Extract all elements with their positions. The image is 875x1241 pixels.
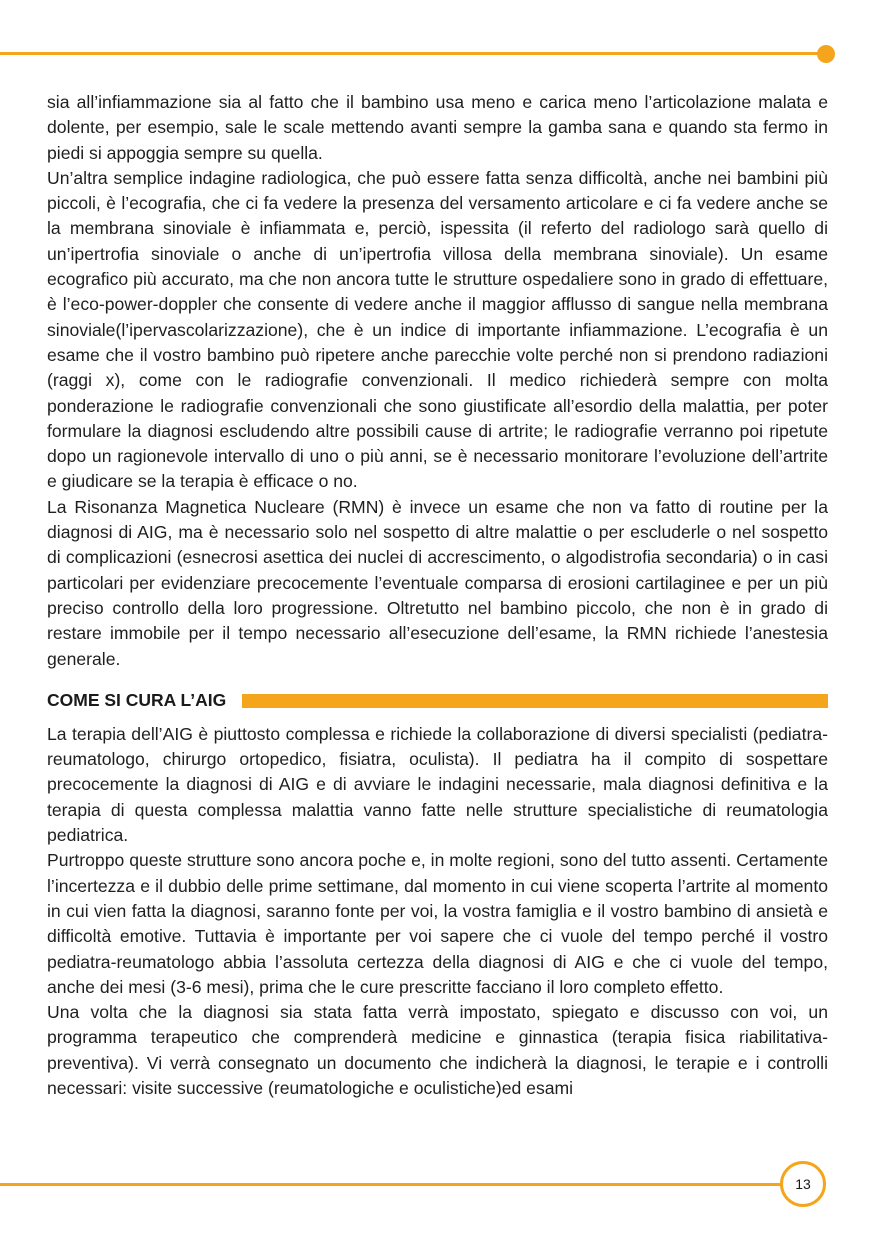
body-paragraph: Un’altra semplice indagine radiologica, che può essere fatta senza difficoltà, anche nei bambini più piccoli, è l’ecografia, che ci fa vedere la presenza del versamento articolare e ci fa vedere anche se la membrana sinoviale è infiammata e, perciò, ispessita (il referto del radiologo sarà quello di un’ipertrofia sinoviale o anche di un’ipertrofia villosa della membrana sinoviale). Un esame ecografico più accurato, ma che non ancora tutte le strutture ospedaliere sono in grado di effettuare, è l’eco-power-doppler che consente di vedere anche il maggior afflusso di sangue nella membrana sinoviale(l’ipervascolarizzazione), che è un indice di importante infiammazione. L’ecografia è un esame che il vostro bambino può ripetere anche parecchie volte perché non si prendono radiazioni (raggi x), come con le radiografie convenzionali. Il medico richiederà sempre con molta ponderazione le radiografie convenzionali che sono giustificate all’esordio della malattia, per poter formulare la diagnosi escludendo altre possibili cause di artrite; le radiografie verranno poi ripetute dopo un ragionevole intervallo di uno o più anni, se è necessario monitorare l’evoluzione dell’artrite e giudicare se la terapia è efficace o no. bbox=[47, 167, 828, 492]
top-rule-dot bbox=[817, 45, 835, 63]
body-paragraph: La terapia dell’AIG è piuttosto complessa e richiede la collaborazione di diversi specialisti (pediatra-reumatologo, chirurgo ortopedico, fisiatra, oculista). Il pediatra ha il compito di sospettare precocemente la diagnosi di AIG e di avviare le indagini necessarie, mala diagnosi definitiva e la terapia di questa complessa malattia vanno fatte nelle strutture specialistiche di reumatologia pediatrica. bbox=[47, 723, 828, 846]
section-heading: COME SI CURA L’AIG bbox=[47, 689, 227, 710]
body-paragraph: Purtroppo queste strutture sono ancora poche e, in molte regioni, sono del tutto assenti. Certamente l’incertezza e il dubbio delle prime settimane, dal momento in cui viene scoperta l’artrite al momento in cui vien fatta la diagnosi, saranno fonte per voi, la vostra famiglia e il vostro bambino di ansietà e difficoltà emotive. Tuttavia è importante per voi sapere che ci vuole del tempo perché il vostro pediatra-reumatologo abbia l’assoluta certezza della diagnosi di AIG e che ci vuole del tempo, anche dei mesi (3-6 mesi), prima che le cure prescritte facciano il loro completo effetto. bbox=[47, 850, 828, 997]
bottom-decorative-rule bbox=[0, 1183, 782, 1186]
page-number: 13 bbox=[795, 1176, 811, 1192]
body-paragraph: La Risonanza Magnetica Nucleare (RMN) è invece un esame che non va fatto di routine per la diagnosi di AIG, ma è necessario solo nel sospetto di altre malattie o per escluderle o nel sospetto di complicazioni (esnecrosi asettica dei nuclei di accrescimento, o algodistrofia secondaria) o in casi particolari per evidenziare precocemente l’eventuale comparsa di erosioni cartilaginee e per un più preciso controllo della loro progressione. Oltretutto nel bambino piccolo, che non è in grado di restare immobile per il tempo necessario all’esecuzione dell’esame, la RMN richiede l’anestesia generale. bbox=[47, 496, 828, 669]
section-heading-row bbox=[47, 688, 828, 713]
heading-accent-bar bbox=[242, 694, 828, 708]
page-content bbox=[47, 90, 828, 1101]
body-paragraph: sia all’infiammazione sia al fatto che il bambino usa meno e carica meno l’articolazione malata e dolente, per esempio, sale le scale mettendo avanti sempre la gamba sana e quando sta fermo in piedi si appoggia sempre su quella. bbox=[47, 92, 828, 163]
body-paragraph: Una volta che la diagnosi sia stata fatta verrà impostato, spiegato e discusso con voi, un programma terapeutico che comprenderà medicine e ginnastica (terapia fisica riabilitativa-preventiva). Vi verrà consegnato un documento che indicherà la diagnosi, le terapie e i controlli necessari: visite successive (reumatologiche e oculistiche)ed esami bbox=[47, 1002, 828, 1098]
top-decorative-rule bbox=[0, 52, 818, 55]
page-number-badge bbox=[780, 1161, 826, 1207]
